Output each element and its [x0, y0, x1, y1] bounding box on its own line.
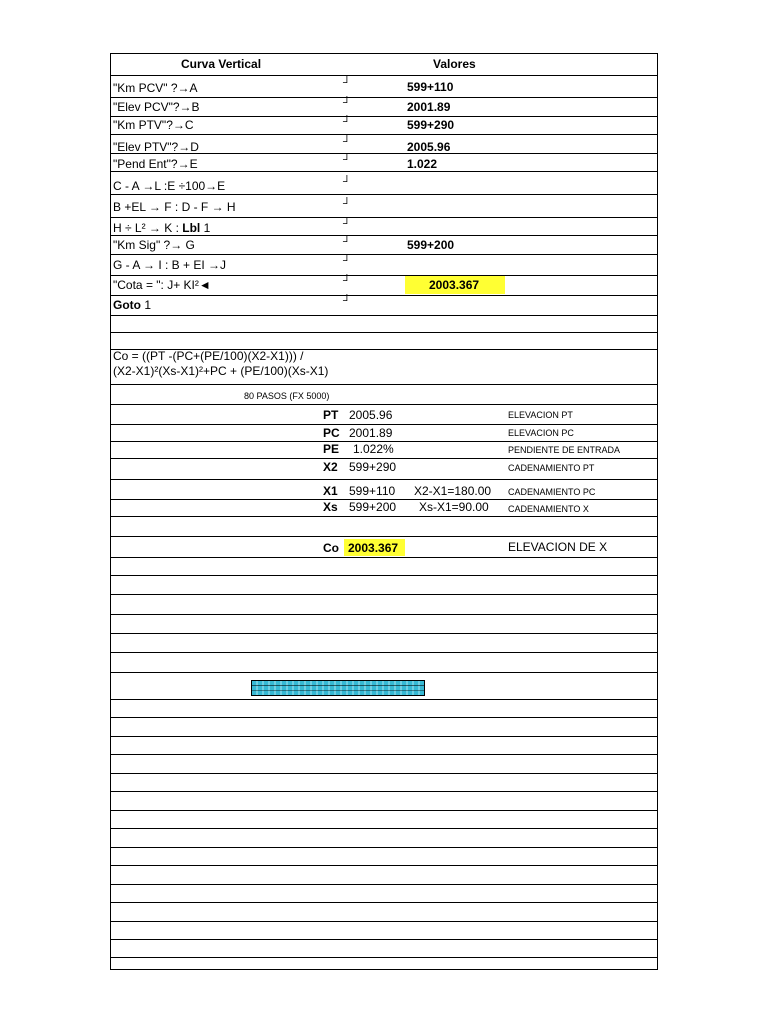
param-value-pc: 2001.89: [349, 426, 393, 440]
program-line-1: "Km PCV" ?→A: [113, 81, 198, 95]
enter-mark-icon: ┘: [343, 97, 351, 109]
program-line-2: "Elev PCV"?→B: [113, 100, 200, 114]
param-label-xs: Xs: [323, 500, 338, 514]
enter-mark-icon: ┘: [343, 136, 351, 148]
param-value-x2: 599+290: [349, 460, 397, 474]
program-line-9: "Km Sig" ?→ G: [113, 238, 195, 252]
program-line-5: "Pend Ent"?→E: [113, 157, 198, 171]
enter-mark-icon: ┘: [343, 77, 351, 89]
enter-mark-icon: ┘: [343, 198, 351, 210]
param-label-pc: PC: [323, 426, 340, 440]
enter-mark-icon: ┘: [343, 295, 351, 307]
program-value-9: 599+200: [407, 238, 455, 252]
param-desc-pc: ELEVACION PC: [508, 428, 574, 438]
program-line-6: C - A →L :E ÷100→E: [113, 179, 226, 193]
program-line-8: H ÷ L² → K : Lbl 1: [113, 221, 211, 235]
enter-mark-icon: ┘: [343, 176, 351, 188]
header-valores: Valores: [433, 57, 476, 71]
enter-mark-icon: ┘: [343, 116, 351, 128]
param-extra-x1: X2-X1=180.00: [414, 484, 492, 498]
program-value-11: 2003.367: [429, 278, 480, 292]
param-value-xs: 599+200: [349, 500, 397, 514]
program-line-7: B +EL → F : D - F → H: [113, 200, 236, 214]
program-line-3: "Km PTV"?→C: [113, 118, 194, 132]
program-line-11: "Cota = ": J+ KI²◄: [113, 278, 211, 292]
program-value-2: 2001.89: [407, 100, 451, 114]
param-desc-x2: CADENAMIENTO PT: [508, 463, 595, 473]
result-desc: ELEVACION DE X: [508, 540, 608, 554]
enter-mark-icon: ┘: [343, 154, 351, 166]
enter-mark-icon: ┘: [343, 255, 351, 267]
program-value-3: 599+290: [407, 118, 455, 132]
param-value-pe: 1.022%: [353, 442, 394, 456]
param-value-x1: 599+110: [349, 484, 396, 498]
param-label-x1: X1: [323, 484, 338, 498]
steps-note: 80 PASOS (FX 5000): [244, 391, 330, 401]
program-value-1: 599+110: [407, 80, 454, 94]
program-value-5: 1.022: [407, 157, 438, 171]
param-extra-xs: Xs-X1=90.00: [419, 500, 489, 514]
enter-mark-icon: ┘: [343, 218, 351, 230]
program-line-10: G - A → I : B + EI →J: [113, 258, 227, 272]
param-value-pt: 2005.96: [349, 408, 393, 422]
param-label-pt: PT: [323, 408, 339, 422]
header-curva-vertical: Curva Vertical: [181, 57, 262, 71]
program-line-4: "Elev PTV"?→D: [113, 140, 199, 154]
formula-line-1: Co = ((PT -(PC+(PE/100)(X2-X1))) /: [113, 349, 304, 363]
param-label-pe: PE: [323, 442, 340, 456]
param-desc-pe: PENDIENTE DE ENTRADA: [508, 445, 621, 455]
param-desc-pt: ELEVACION PT: [508, 410, 573, 420]
enter-mark-icon: ┘: [343, 236, 351, 248]
result-label: Co: [323, 541, 339, 555]
param-desc-xs: CADENAMIENTO X: [508, 504, 589, 514]
formula-line-2: (X2-X1)²(Xs-X1)²+PC + (PE/100)(Xs-X1): [113, 364, 329, 378]
program-line-12: Goto 1: [113, 298, 152, 312]
program-value-4: 2005.96: [407, 140, 451, 154]
param-label-x2: X2: [323, 460, 338, 474]
embedded-sheet-thumbnail: [251, 680, 425, 696]
spreadsheet: [110, 53, 658, 970]
param-desc-x1: CADENAMIENTO PC: [508, 487, 596, 497]
result-value: 2003.367: [348, 541, 399, 555]
enter-mark-icon: ┘: [343, 275, 351, 287]
